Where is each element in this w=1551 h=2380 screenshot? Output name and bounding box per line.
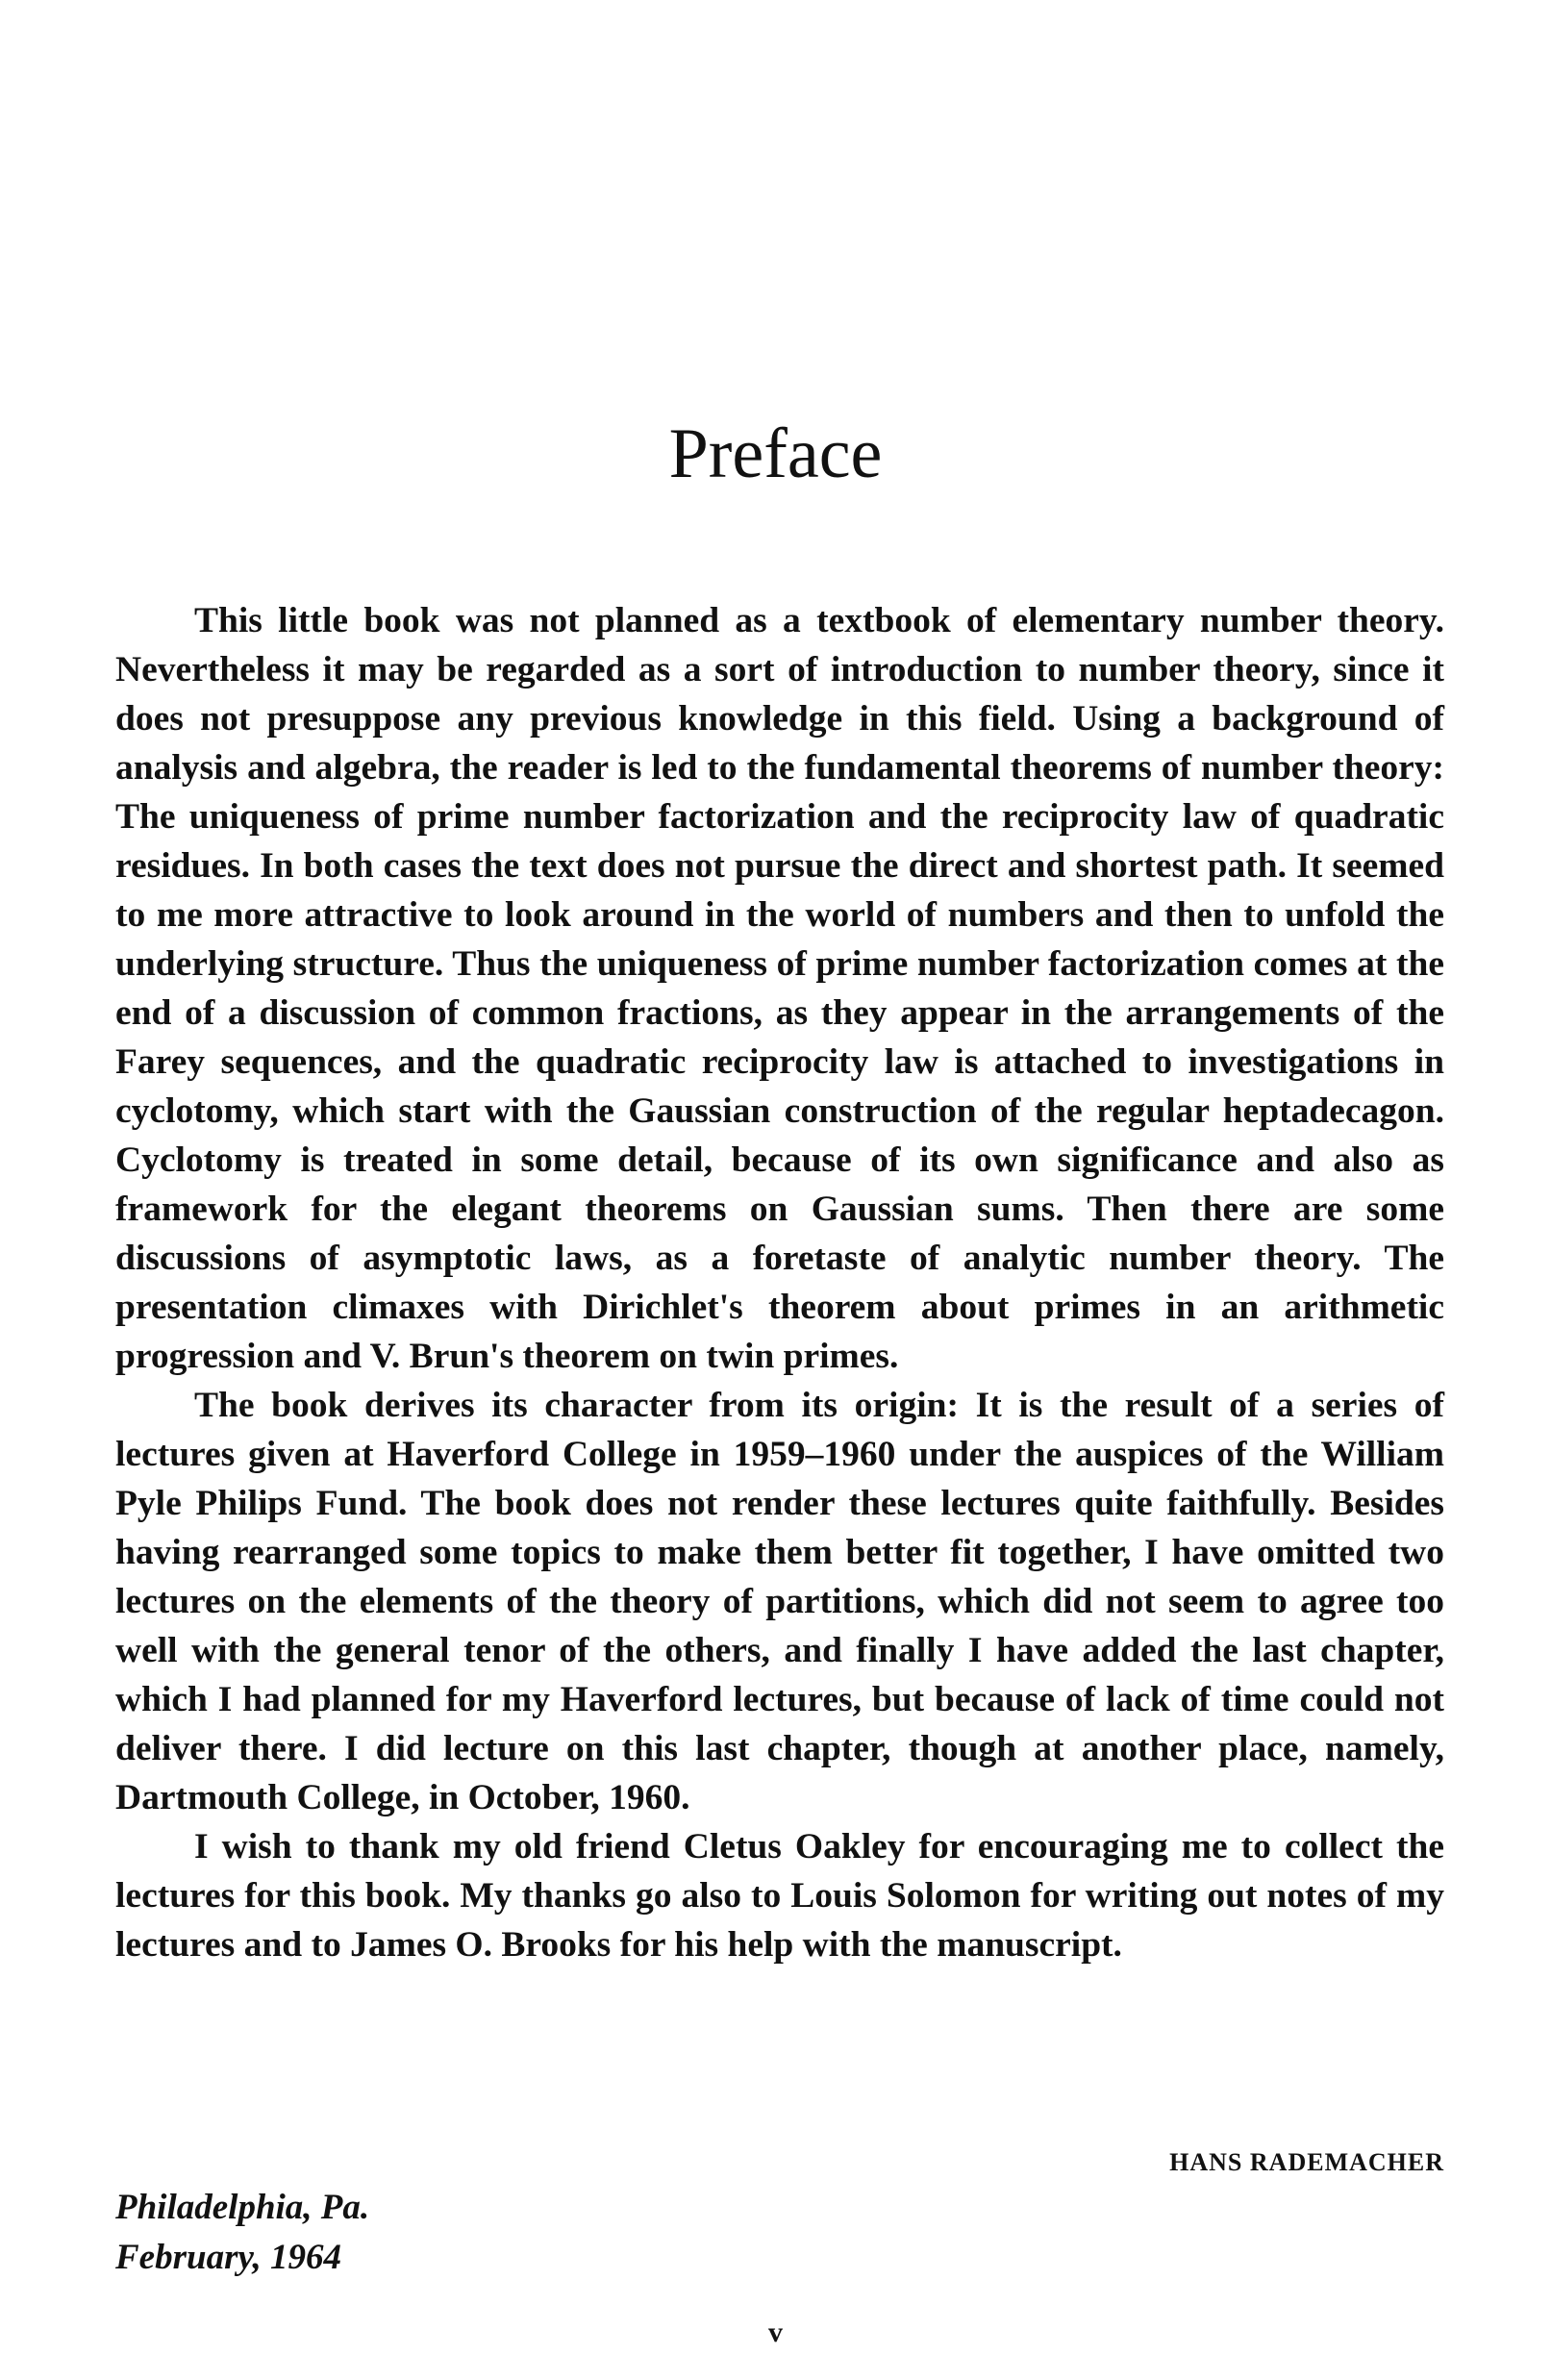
page-title: Preface xyxy=(668,414,883,493)
paragraph-3: I wish to thank my old friend Cletus Oakley for encouraging me to collect the lectures for this book. My thanks go also to Louis Solomon for writing out notes of my lectures and to James O. Brooks for his help with the manuscript. xyxy=(115,1827,1444,1965)
page-number: v xyxy=(768,2317,783,2348)
paragraph-1: This little book was not planned as a textbook of elementary number theory. Nevertheless it may be regarded as a sort of introduction to number theory, since it does not presuppose any previous knowledge in this field. Using a background of analysis and algebra, the reader is led to the fundamental theorems of number theory: The uniqueness of prime number factorization and the reciprocity law of quadratic residues. In both cases the text does not pursue the direct and shortest path. It seemed to me more attractive to look around in the world of numbers and then to unfold the underlying structure. Thus the uniqueness of prime number factorization comes at the end of a discussion of common fractions, as they appear in the arrangements of the Farey sequences, and the quadratic reciprocity law is attached to investigations in cyclotomy, which start with the Gaussian construction of the regular heptadecagon. Cyclotomy is treated in some detail, because of its own significance and also as framework for the elegant theorems on Gaussian sums. Then there are some discussions of asymptotic laws, as a foretaste of analytic number theory. The presentation climaxes with Dirichlet's theorem about primes in an arithmetic progression and V. Brun's theorem on twin primes. xyxy=(115,601,1444,1376)
place-date-block xyxy=(115,2183,369,2283)
date-line: February, 1964 xyxy=(115,2238,342,2277)
paragraph-2: The book derives its character from its origin: It is the result of a series of lectures given at Haverford College in 1959–1960 under the auspices of the William Pyle Philips Fund. The book does not render these lectures quite faithfully. Besides having rearranged some topics to make them better fit together, I have omitted two lectures on the elements of the theory of partitions, which did not seem to agree too well with the general tenor of the others, and finally I have added the last chapter, which I had planned for my Haverford lectures, but because of lack of time could not deliver there. I did lecture on this last chapter, though at another place, namely, Dartmouth College, in October, 1960. xyxy=(115,1386,1444,1817)
author-signature: HANS RADEMACHER xyxy=(1169,2148,1444,2176)
place-line: Philadelphia, Pa. xyxy=(115,2188,370,2227)
preface-body xyxy=(115,596,1444,1969)
